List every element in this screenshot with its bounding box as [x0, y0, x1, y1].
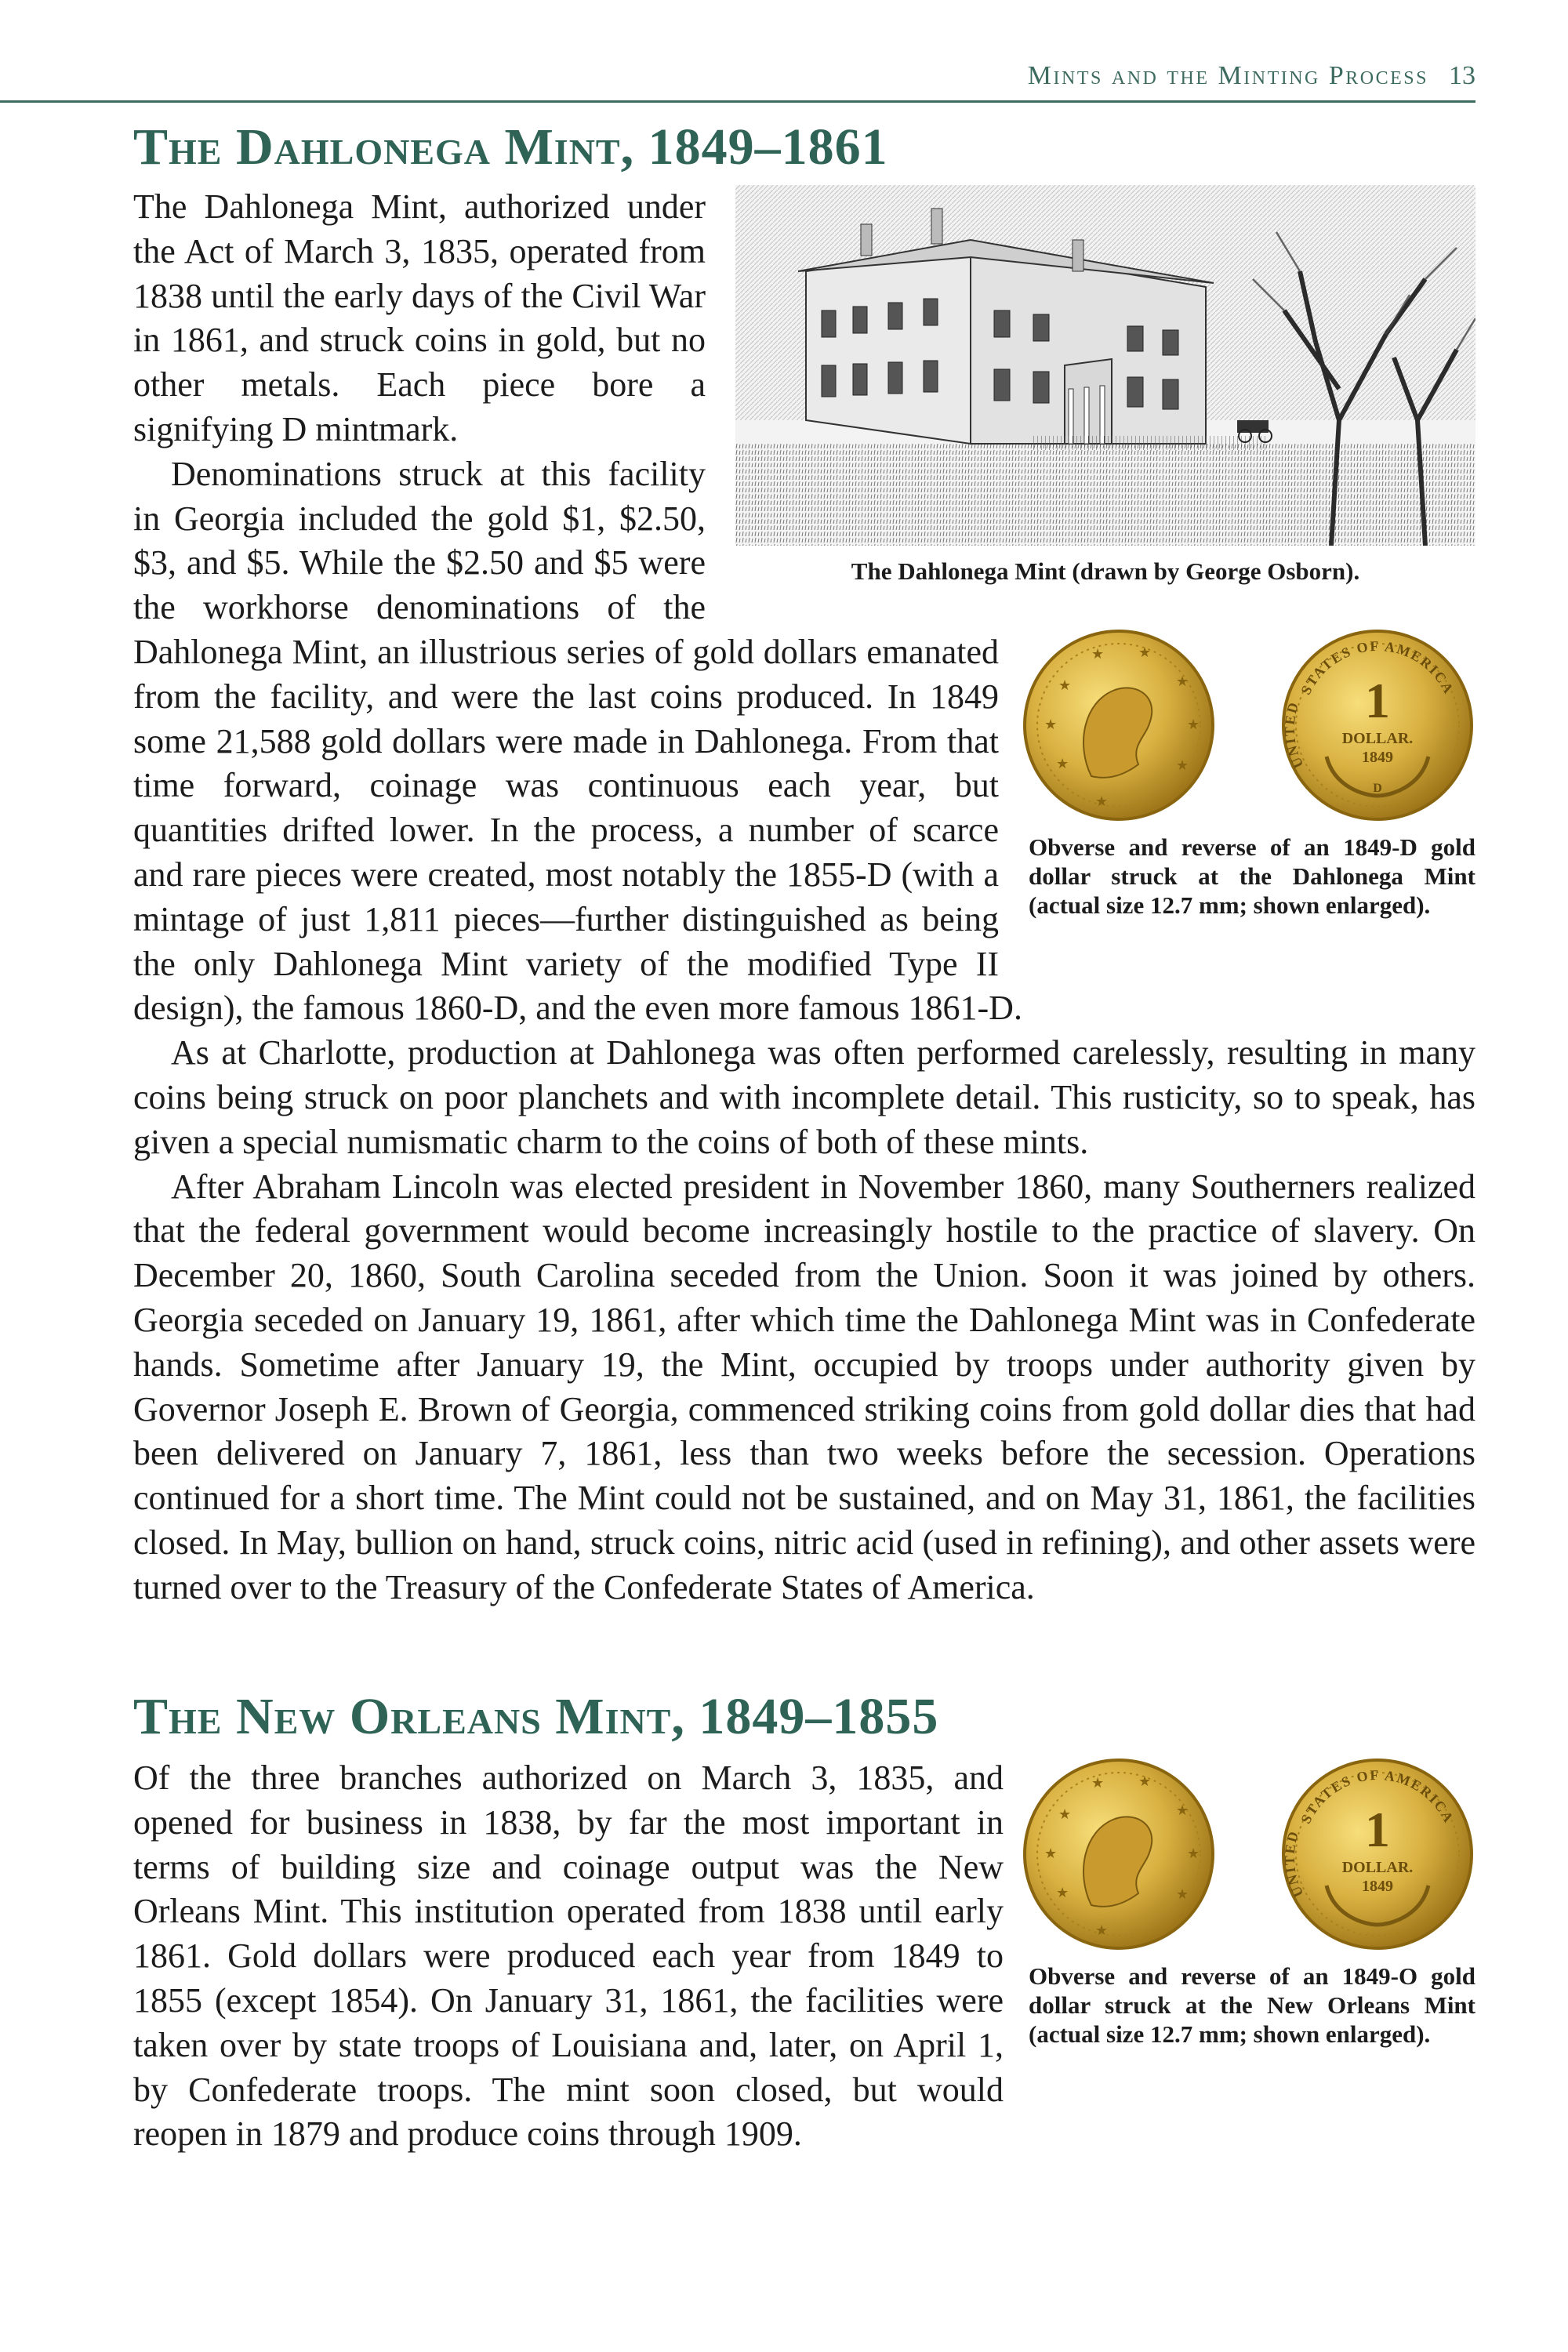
page-number: 13	[1449, 61, 1475, 90]
header-rule	[0, 100, 1475, 103]
coin-pair-1849-d	[1021, 627, 1475, 823]
svg-text:★: ★	[1187, 1846, 1200, 1862]
svg-text:★: ★	[1095, 1922, 1109, 1939]
coin-reverse	[1282, 1760, 1472, 1948]
figure-building	[735, 185, 1475, 608]
svg-text:★: ★	[1044, 1846, 1058, 1862]
section-heading-new-orleans: The New Orleans Mint, 1849–1855	[133, 1688, 939, 1745]
svg-text:★: ★	[1056, 1885, 1069, 1901]
coin-obverse	[1025, 631, 1213, 819]
svg-text:★: ★	[1091, 646, 1105, 662]
caption-coins-1849-d: Obverse and reverse of an 1849-D gold dollar struck at the Dahlonega Mint (actual size 12.7 mm; shown enlarged).	[1029, 833, 1475, 919]
coin-legend-left: UNITED	[1281, 1828, 1307, 1900]
mint-building-illustration	[735, 185, 1475, 546]
svg-text:★: ★	[1056, 756, 1069, 772]
svg-text:★: ★	[1176, 1802, 1189, 1819]
paragraph: Denominations struck at this facility in Georgia included the gold $1, $2.50, $3, and $5. While the $2.50 and $5 were the workhorse denominations of the Dahlonega Mint, an illustrious series of gold dollars emanated from the facility, and were the last coins produced. In 1849 some 21,588 gold dollars were made in Dahlonega. From that time forward, coinage was continuous each year, but quantities drifted lower. In the process, a number of scarce and rare pieces were created, most notably the 1855-D (with a mintage of just 1,811 pieces—further distinguished as being the only Dahlonega Mint variety of the modified Type II design), the famous 1860-D, and the even more famous 1861-D.	[133, 454, 1022, 1028]
coin-denomination: 1	[1365, 1802, 1390, 1857]
paragraph: After Abraham Lincoln was elected president in November 1860, many Southerners realized that the federal government would become increasingly hostile to the practice of slavery. On December 20, 1860, South Carolina seceded from the Union. Soon it was joined by others. Georgia seceded on January 19, 1861, after which time the Dahlonega Mint was in Confederate hands. Sometime after January 19, the Mint, occupied by troops under authority given by Governor Joseph E. Brown of Georgia, commenced striking coins from gold dollar dies that had been delivered on January 7, 1861, less than two weeks before the secession. Operations continued for a short time. The Mint could not be sustained, and on May 31, 1861, the facilities closed. In May, bullion on hand, struck coins, nitric acid (used in refining), and other assets were turned over to the Treasury of the Confederate States of America.	[133, 1167, 1475, 1606]
figure-coins-1849-o	[1021, 1756, 1475, 2093]
svg-text:★: ★	[1044, 717, 1058, 733]
coin-reverse	[1282, 631, 1472, 819]
svg-text:★: ★	[1091, 1775, 1105, 1791]
paragraph: Of the three branches authorized on March 3, 1835, and opened for business in 1838, by far the most important in terms of building size and coinage output was the New Orleans Mint. This institution operated from 1838 until early 1861. Gold dollars were produced each year from 1849 to 1855 (except 1854). On January 31, 1861, the facilities were taken over by state troops of Louisiana and, later, on April 1, by Confederate troops. The mint soon closed, but would reopen in 1879 and produce coins through 1909.	[133, 1759, 1004, 2154]
svg-text:★: ★	[1187, 717, 1200, 733]
coin-pair-1849-o	[1021, 1756, 1475, 1952]
svg-text:★: ★	[1176, 757, 1189, 774]
paragraph: The Dahlonega Mint, authorized under the Act of March 3, 1835, operated from 1838 until the early days of the Civil War in 1861, and struck coins in gold, but no other metals. Each piece bore a signifying D mintmark.	[133, 187, 706, 448]
running-head	[133, 61, 1475, 91]
svg-text:★: ★	[1058, 677, 1072, 694]
coin-unit: DOLLAR.	[1341, 1859, 1414, 1876]
svg-text:★: ★	[1138, 644, 1152, 661]
svg-text:★: ★	[1095, 793, 1109, 810]
coin-obverse	[1025, 1760, 1213, 1948]
coin-legend-top: STATES OF AMERICA	[1298, 637, 1457, 698]
section-heading-dahlonega: The Dahlonega Mint, 1849–1861	[133, 118, 888, 176]
caption-coins-1849-o: Obverse and reverse of an 1849-O gold dollar struck at the New Orleans Mint (actual size 12.7 mm; shown enlarged).	[1029, 1962, 1475, 2048]
svg-text:★: ★	[1176, 1886, 1189, 1903]
figure-coins-1849-d	[1021, 627, 1475, 964]
paragraph: As at Charlotte, production at Dahlonega was often performed carelessly, resulting in many coins being struck on poor planchets and with incomplete detail. This rusticity, so to speak, has given a special numismatic charm to the coins of both of these mints.	[133, 1033, 1475, 1161]
coin-mintmark: D	[1373, 782, 1382, 795]
coin-legend-top: STATES OF AMERICA	[1298, 1766, 1457, 1827]
svg-text:★: ★	[1176, 673, 1189, 690]
coin-unit: DOLLAR.	[1341, 730, 1414, 747]
coin-year: 1849	[1362, 1878, 1393, 1895]
coin-legend-left: UNITED	[1281, 699, 1307, 771]
coin-denomination: 1	[1365, 673, 1390, 728]
caption-building: The Dahlonega Mint (drawn by George Osborn).	[851, 557, 1360, 585]
running-title: Mints and the Minting Process	[1027, 61, 1428, 90]
svg-text:★: ★	[1058, 1806, 1072, 1823]
svg-text:★: ★	[1138, 1773, 1152, 1790]
coin-year: 1849	[1362, 749, 1393, 766]
